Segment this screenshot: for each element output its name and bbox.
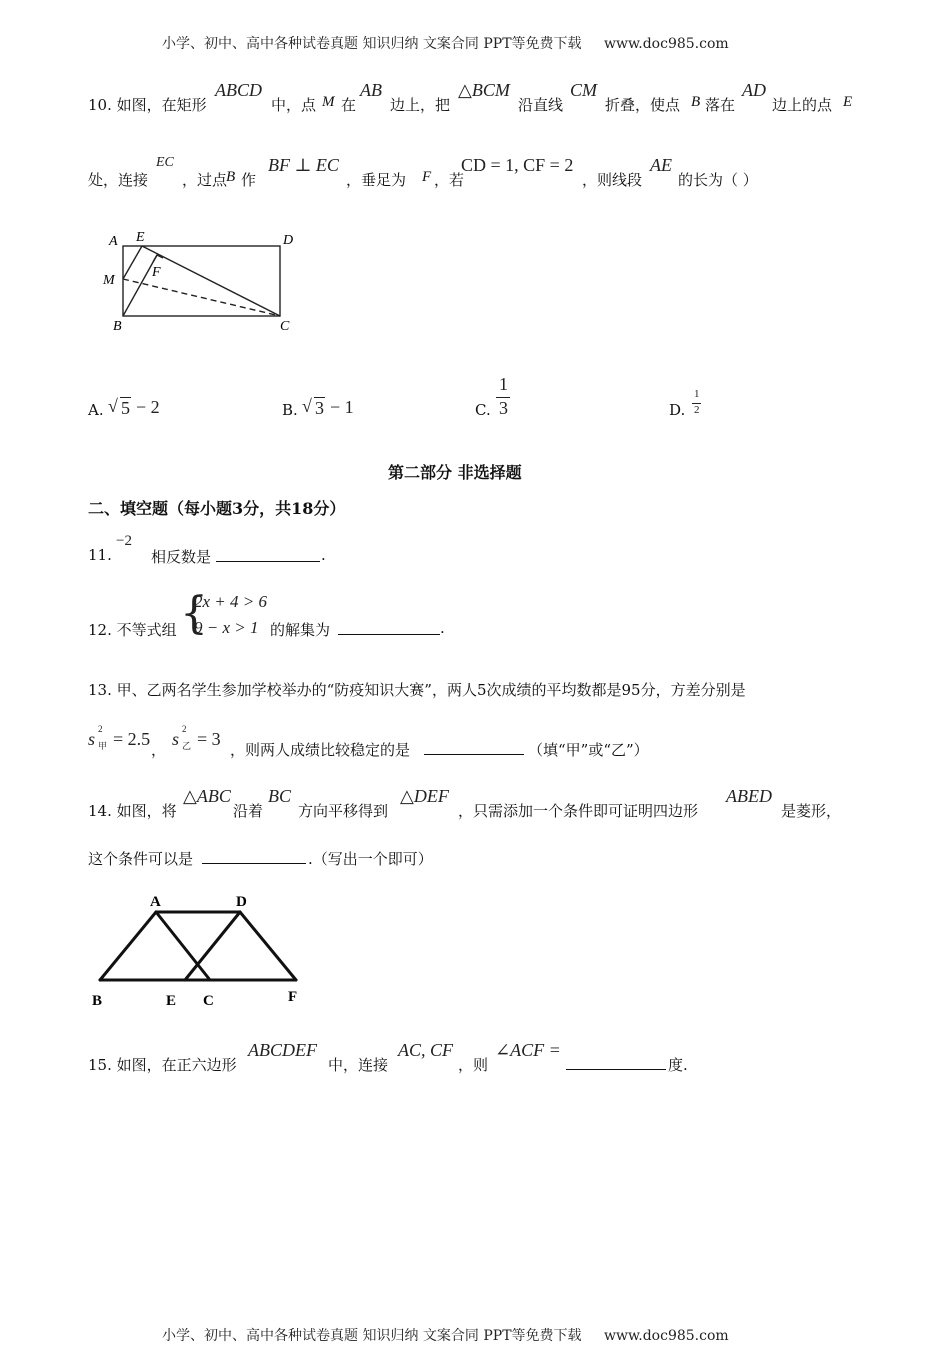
math-ac-cf: AC, CF bbox=[398, 1040, 454, 1060]
q10-text: 落在 bbox=[705, 96, 736, 114]
q12-text: 的解集为 bbox=[270, 621, 331, 639]
math-abcd: ABCD bbox=[215, 80, 262, 100]
q10-text: ，过点 bbox=[182, 171, 228, 189]
q14-end: .（写出一个即可） bbox=[308, 850, 433, 868]
label-f: F bbox=[288, 989, 298, 1005]
q10-text: 沿直线 bbox=[518, 96, 564, 114]
label-a: A bbox=[109, 234, 118, 249]
sqrt-sign: √ bbox=[108, 396, 118, 416]
option-rest: − 2 bbox=[136, 397, 160, 417]
header-text: 小学、初中、高中各种试卷真题 知识归纳 文案合同 PPT等免费下载 bbox=[162, 36, 582, 52]
q11-end: . bbox=[321, 546, 326, 564]
inequality-2: 9 − x > 1 bbox=[194, 618, 259, 637]
radicand: 3 bbox=[315, 398, 324, 418]
q13-line1: 13. 甲、乙两名学生参加学校举办的“防疫知识大赛”，两人5次成绩的平均数都是95分，方差分别是 bbox=[88, 681, 746, 699]
sup-2: 2 bbox=[98, 724, 103, 734]
sub-yi: 乙 bbox=[182, 741, 192, 751]
q10-text: 作 bbox=[241, 171, 257, 189]
q11-answer-blank[interactable] bbox=[216, 547, 320, 562]
math-abc: △ABC bbox=[183, 786, 231, 806]
math-bcm: △BCM bbox=[458, 80, 510, 100]
footer-url: www.doc985.com bbox=[603, 1328, 729, 1344]
q10-text: ，则线段 bbox=[582, 171, 643, 189]
math-cd-cf: CD = 1, CF = 2 bbox=[461, 155, 574, 175]
header-url: www.doc985.com bbox=[603, 36, 729, 52]
q10-text: 的长为（ ） bbox=[678, 171, 758, 189]
math-bc: BC bbox=[268, 786, 292, 806]
line-df bbox=[240, 912, 296, 980]
q15-text: ，则 bbox=[458, 1056, 489, 1074]
inequality-1: 2x + 4 > 6 bbox=[194, 592, 267, 611]
label-e: E bbox=[166, 993, 177, 1009]
line-de bbox=[185, 912, 240, 980]
q14-answer-blank[interactable] bbox=[202, 849, 306, 864]
option-label: A. bbox=[88, 401, 104, 419]
fraction-num: 1 bbox=[694, 388, 700, 400]
q14-text: 方向平移得到 bbox=[298, 802, 389, 820]
q10-figure bbox=[95, 225, 305, 340]
point-m: M bbox=[322, 94, 335, 110]
q14-text: 沿着 bbox=[233, 802, 264, 820]
math-abed: ABED bbox=[726, 786, 772, 806]
line-ec bbox=[142, 246, 280, 316]
footer-text: 小学、初中、高中各种试卷真题 知识归纳 文案合同 PPT等免费下载 bbox=[162, 1328, 582, 1344]
q12-number: 12. 不等式组 bbox=[88, 621, 177, 639]
q13-end: （填“甲”或“乙”） bbox=[528, 741, 649, 759]
q10-text: 中，点 bbox=[271, 96, 317, 114]
math-bf-perp-ec: BF ⊥ EC bbox=[268, 155, 339, 175]
point-e: E bbox=[843, 94, 853, 110]
label-a: A bbox=[150, 894, 161, 910]
option-label: D. bbox=[669, 401, 686, 419]
page-footer bbox=[162, 1325, 729, 1345]
brace: { bbox=[180, 588, 208, 639]
line-ab bbox=[100, 912, 156, 980]
label-c: C bbox=[203, 993, 214, 1009]
part2-title: 第二部分 非选择题 bbox=[388, 463, 522, 482]
label-b: B bbox=[92, 993, 103, 1009]
sqrt-sign: √ bbox=[302, 396, 312, 416]
label-e: E bbox=[136, 230, 145, 245]
math-cm: CM bbox=[570, 80, 597, 100]
q14-figure bbox=[88, 888, 308, 1013]
q15-answer-blank[interactable] bbox=[566, 1055, 666, 1070]
variance-s: s bbox=[88, 729, 96, 749]
radicand: 5 bbox=[121, 398, 130, 418]
q10-text: 折叠，使点 bbox=[605, 96, 681, 114]
label-b: B bbox=[113, 319, 122, 334]
math-neg2: −2 bbox=[116, 533, 132, 549]
q15-number: 15. 如图，在正六边形 bbox=[88, 1056, 237, 1074]
q14-number: 14. 如图，将 bbox=[88, 802, 177, 820]
page-header bbox=[162, 33, 729, 53]
q14-text: ，只需添加一个条件即可证明四边形 bbox=[458, 802, 699, 820]
q11-number: 11. bbox=[88, 546, 112, 564]
q10-text: 边上，把 bbox=[390, 96, 451, 114]
math-angle-acf: ∠ACF = bbox=[495, 1040, 561, 1060]
label-d: D bbox=[236, 894, 247, 910]
variance-yi: = 3 bbox=[197, 729, 221, 749]
point-b: B bbox=[691, 94, 701, 110]
fraction-den: 3 bbox=[499, 398, 508, 418]
option-label: B. bbox=[282, 401, 298, 419]
option-label: C. bbox=[475, 401, 491, 419]
variance-s: s bbox=[172, 729, 180, 749]
q15-text: 中，连接 bbox=[328, 1056, 389, 1074]
variance-jia: = 2.5 bbox=[113, 729, 151, 749]
sub-jia: 甲 bbox=[98, 741, 108, 751]
math-ae: AE bbox=[650, 155, 672, 175]
q10-text: 在 bbox=[341, 96, 357, 114]
sup-2: 2 bbox=[182, 724, 187, 734]
point-f: F bbox=[422, 169, 432, 185]
comma: ， bbox=[151, 741, 167, 759]
q14-text: 是菱形， bbox=[781, 802, 842, 820]
math-ab: AB bbox=[360, 80, 382, 100]
q10-text: ，若 bbox=[434, 171, 465, 189]
q10-text: 处，连接 bbox=[88, 171, 149, 189]
section-title: 二、填空题（每小题3分，共18分） bbox=[88, 499, 346, 518]
option-rest: − 1 bbox=[330, 397, 354, 417]
q12-answer-blank[interactable] bbox=[338, 620, 440, 635]
math-ad: AD bbox=[742, 80, 766, 100]
q13-answer-blank[interactable] bbox=[424, 740, 524, 755]
q10-text: ，垂足为 bbox=[346, 171, 407, 189]
label-c: C bbox=[280, 319, 290, 334]
math-ec: EC bbox=[156, 155, 174, 170]
q14-text: 这个条件可以是 bbox=[88, 850, 194, 868]
label-f: F bbox=[152, 265, 161, 280]
q13-text: ，则两人成绩比较稳定的是 bbox=[230, 741, 411, 759]
math-abcdef: ABCDEF bbox=[248, 1040, 317, 1060]
line-me bbox=[123, 246, 142, 279]
q15-end: 度. bbox=[668, 1056, 688, 1074]
fraction-den: 2 bbox=[694, 404, 700, 416]
q10-number: 10. 如图，在矩形 bbox=[88, 96, 207, 114]
q12-end: . bbox=[440, 619, 445, 637]
point-b: B bbox=[226, 169, 236, 185]
label-d: D bbox=[283, 233, 294, 248]
q10-text: 边上的点 bbox=[772, 96, 833, 114]
math-def: △DEF bbox=[400, 786, 449, 806]
line-ac bbox=[156, 912, 210, 980]
rectangle-abcd bbox=[123, 246, 280, 316]
fraction-num: 1 bbox=[499, 374, 508, 394]
q11-text: 相反数是 bbox=[151, 548, 212, 566]
line-mc bbox=[123, 279, 280, 316]
label-m: M bbox=[103, 273, 115, 288]
